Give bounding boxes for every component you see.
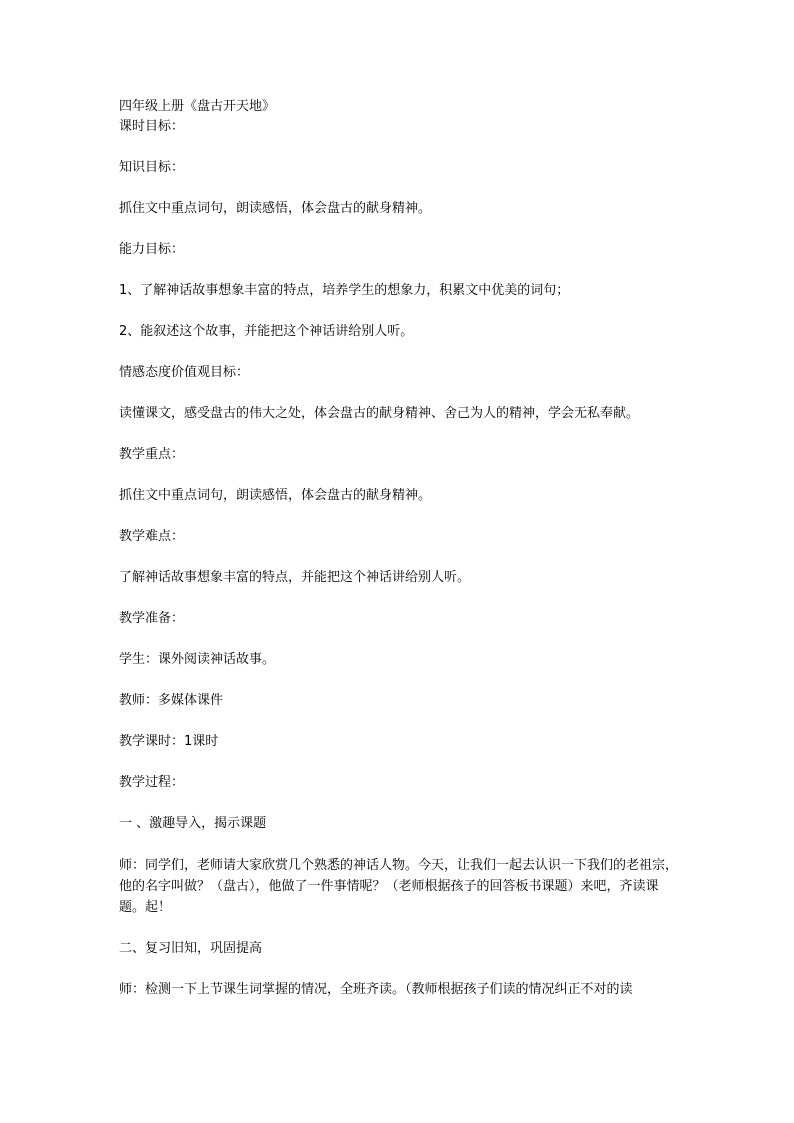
knowledge-text: 抓住文中重点词句，朗读感悟，体会盘古的献身精神。 bbox=[119, 201, 432, 216]
preparation-heading: 教学准备： bbox=[119, 611, 185, 626]
ability-heading: 能力目标： bbox=[119, 242, 185, 257]
document-body bbox=[119, 97, 679, 1000]
document-title: 四年级上册《盘古开天地》 bbox=[119, 99, 276, 114]
lesson-hours: 教学课时：1课时 bbox=[119, 734, 219, 749]
key-point-text: 抓住文中重点词句，朗读感悟，体会盘古的献身精神。 bbox=[119, 488, 432, 503]
preparation-teacher: 教师：多媒体课件 bbox=[119, 693, 224, 708]
ability-item-2: 2、能叙述这个故事，并能把这个神话讲给别人听。 bbox=[119, 324, 414, 339]
step1-text: 师：同学们，老师请大家欣赏几个熟悉的神话人物。今天，让我们一起去认识一下我们的老祖宗，他的名字叫做？（盘古），他做了一件事情呢？（老师根据孩子的回答板书课题）来吧，齐读课题。起！ bbox=[119, 858, 679, 915]
difficulty-heading: 教学难点： bbox=[119, 529, 185, 544]
preparation-student: 学生：课外阅读神话故事。 bbox=[119, 652, 276, 667]
difficulty-text: 了解神话故事想象丰富的特点，并能把这个神话讲给别人听。 bbox=[119, 570, 471, 585]
lesson-goal-heading: 课时目标： bbox=[119, 119, 185, 134]
emotion-text: 读懂课文，感受盘古的伟大之处，体会盘古的献身精神、舍己为人的精神，学会无私奉献。 bbox=[119, 406, 640, 421]
ability-item-1: 1、了解神话故事想象丰富的特点，培养学生的想象力，积累文中优美的词句； bbox=[119, 283, 570, 298]
key-point-heading: 教学重点： bbox=[119, 447, 185, 462]
step2-heading: 二、复习旧知，巩固提高 bbox=[119, 941, 263, 956]
emotion-heading: 情感态度价值观目标： bbox=[119, 365, 250, 380]
process-heading: 教学过程： bbox=[119, 775, 185, 790]
knowledge-heading: 知识目标： bbox=[119, 160, 185, 175]
step1-heading: 一 、激趣导入，揭示课题 bbox=[119, 816, 267, 831]
step2-text: 师：检测一下上节课生词掌握的情况，全班齐读。（教师根据孩子们读的情况纠正不对的读 bbox=[119, 982, 633, 997]
